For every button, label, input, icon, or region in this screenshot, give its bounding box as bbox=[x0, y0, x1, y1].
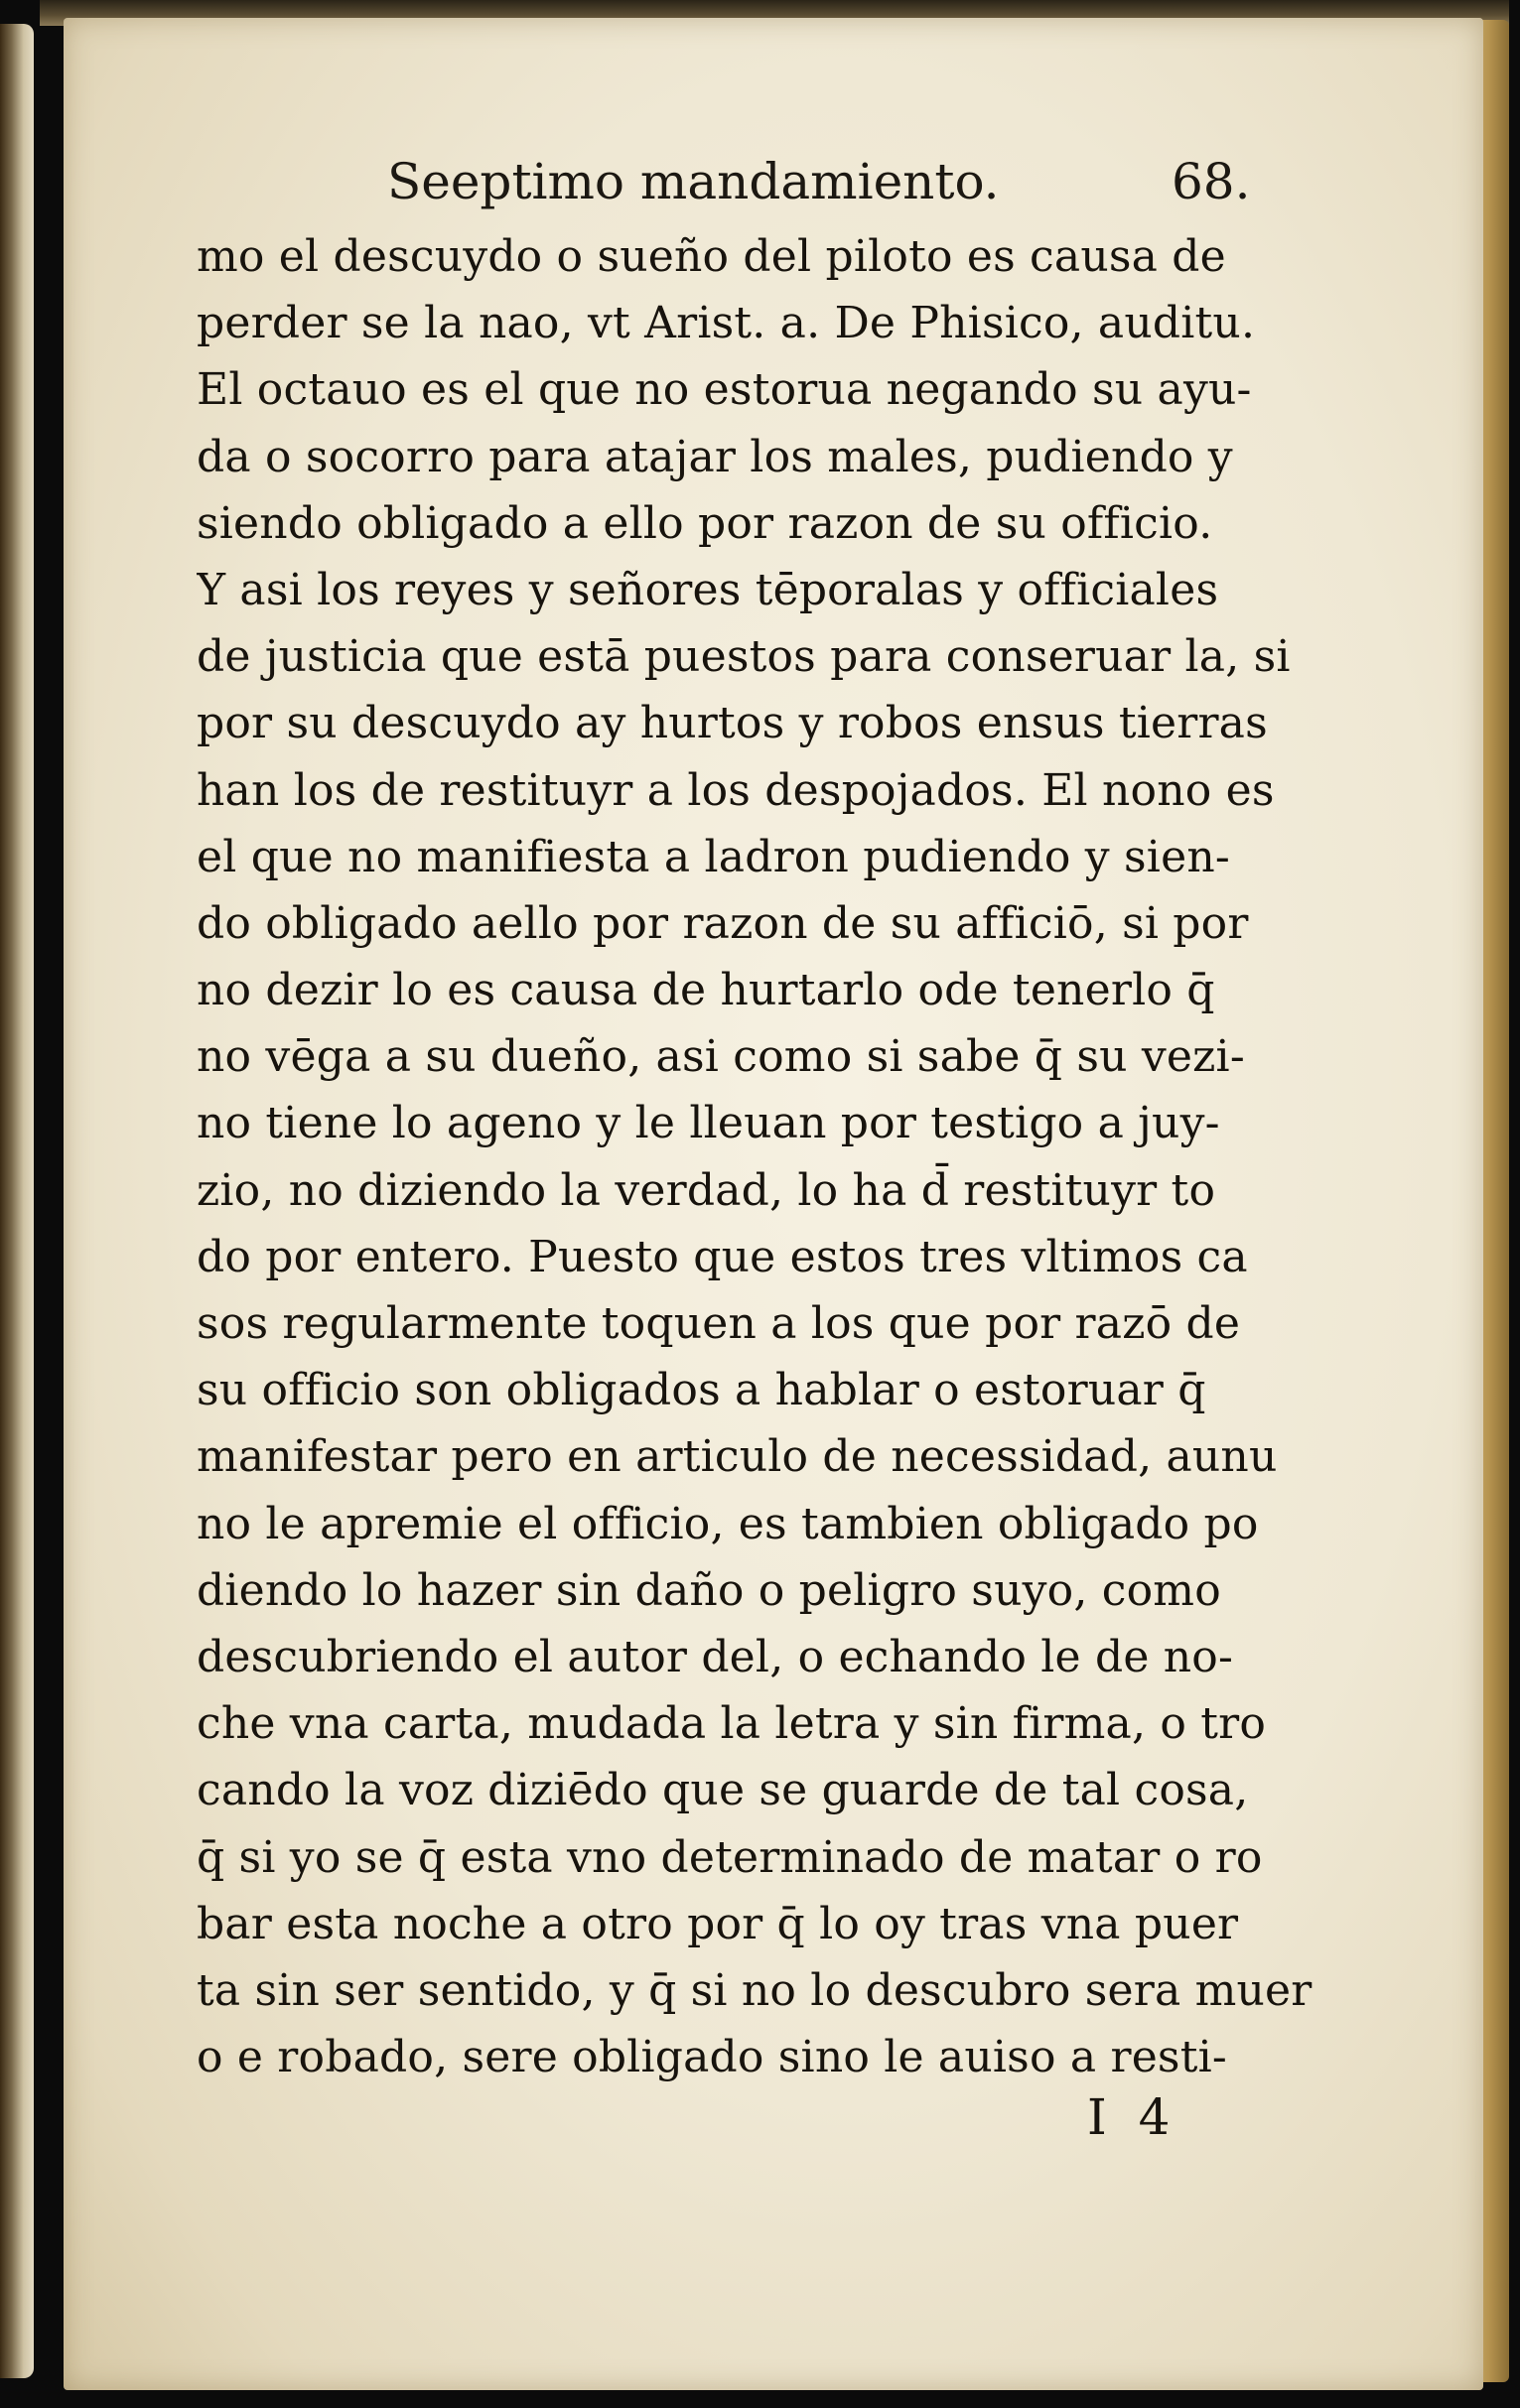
text-line: no vēga a su dueño, asi como si sabe q̄ su vezi- bbox=[197, 1031, 1245, 1083]
folio-number: 68. bbox=[1172, 153, 1251, 210]
text-line: siendo obligado a ello por razon de su officio. bbox=[197, 497, 1213, 549]
running-head: Seeptimo mandamiento. bbox=[387, 153, 1000, 210]
body-text bbox=[197, 223, 1353, 2090]
text-line: do por entero. Puesto que estos tres vltimos ca bbox=[197, 1231, 1248, 1282]
page-header bbox=[387, 147, 1281, 216]
text-line: no tiene lo ageno y le lleuan por testigo a juy- bbox=[197, 1098, 1220, 1149]
text-line: sos regularmente toquen a los que por razō de bbox=[197, 1298, 1241, 1349]
text-line: zio, no diziendo la verdad, lo ha d̄ restituyr to bbox=[197, 1164, 1216, 1216]
text-line: no dezir lo es causa de hurtarlo ode tenerlo q̄ bbox=[197, 965, 1215, 1016]
text-line: bar esta noche a otro por q̄ lo oy tras vna puer bbox=[197, 1898, 1239, 1949]
text-line: de justicia que estā puestos para conseruar la, si bbox=[197, 631, 1291, 683]
text-line: su officio son obligados a hablar o estoruar q̄ bbox=[197, 1365, 1206, 1416]
text-line: cando la voz diziēdo que se guarde de tal cosa, bbox=[197, 1765, 1249, 1816]
text-line: ta sin ser sentido, y q̄ si no lo descubro sera muer bbox=[197, 1964, 1313, 2016]
text-line: da o socorro para atajar los males, pudiendo y bbox=[197, 431, 1233, 482]
text-line: che vna carta, mudada la letra y sin firma, o tro bbox=[197, 1698, 1267, 1750]
text-line: q̄ si yo se q̄ esta vno determinado de matar o ro bbox=[197, 1831, 1263, 1883]
text-line: descubriendo el autor del, o echando le de no- bbox=[197, 1631, 1234, 1682]
signature-mark: I 4 bbox=[1087, 2088, 1178, 2146]
text-line: perder se la nao, vt Arist. a. De Phisico, auditu. bbox=[197, 298, 1256, 349]
text-line: Y asi los reyes y señores tēporalas y officiales bbox=[197, 564, 1219, 615]
text-line: no le apremie el officio, es tambien obligado po bbox=[197, 1498, 1259, 1549]
text-line: El octauo es el que no estorua negando su ayu- bbox=[197, 364, 1252, 416]
text-line: por su descuydo ay hurtos y robos ensus tierras bbox=[197, 698, 1268, 749]
text-line: mo el descuydo o sueño del piloto es causa de bbox=[197, 231, 1226, 282]
facing-page-edge bbox=[0, 24, 34, 2378]
text-line: manifestar pero en articulo de necessidad, aunu bbox=[197, 1431, 1278, 1483]
text-line: o e robado, sere obligado sino le auiso a resti- bbox=[197, 2032, 1227, 2083]
text-line: diendo lo hazer sin daño o peligro suyo, como bbox=[197, 1564, 1221, 1616]
text-line: han los de restituyr a los despojados. El nono es bbox=[197, 764, 1275, 816]
text-line: do obligado aello por razon de su afficiō, si por bbox=[197, 897, 1249, 949]
text-line: el que no manifiesta a ladron pudiendo y sien- bbox=[197, 831, 1230, 882]
